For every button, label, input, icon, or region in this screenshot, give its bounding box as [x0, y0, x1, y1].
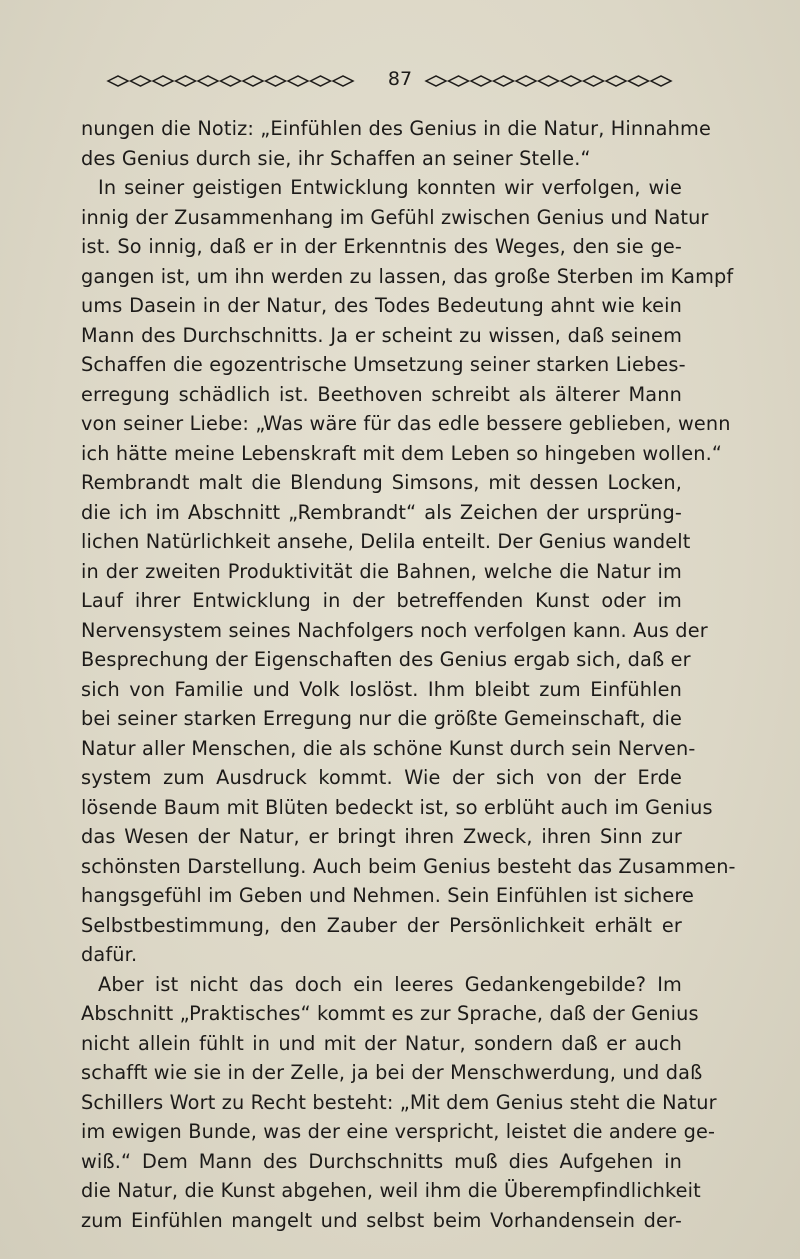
text-line: im ewigen Bunde, was der eine verspricht, leistet die andere ge- [81, 1120, 716, 1143]
text-line: wiß.“ Dem Mann des Durchschnitts muß dies Aufgehen in [81, 1149, 682, 1173]
text-line: Abschnitt „Praktisches“ kommt es zur Sprache, daß der Genius [81, 1002, 699, 1025]
running-header [0, 66, 800, 96]
text-line: die ich im Abschnitt „Rembrandt“ als Zeichen der ursprüng- [81, 500, 682, 524]
page-number: 87 [387, 68, 413, 90]
body-text [81, 114, 736, 1235]
text-line: Aber ist nicht das doch ein leeres Gedankengebilde? Im [98, 972, 682, 996]
text-line: lichen Natürlichkeit ansehe, Delila enteilt. Der Genius wandelt [81, 530, 691, 553]
text-line: Nervensystem seines Nachfolgers noch verfolgen kann. Aus der [81, 618, 708, 642]
text-line: nicht allein fühlt in und mit der Natur, sondern daß er auch [81, 1031, 682, 1055]
text-line: ums Dasein in der Natur, des Todes Bedeutung ahnt wie kein [81, 294, 682, 317]
text-line: dafür. [81, 943, 138, 966]
ornament-left-icon [106, 74, 376, 88]
text-line: erregung schädlich ist. Beethoven schreibt als älterer Mann [81, 382, 682, 406]
text-line: In seiner geistigen Entwicklung konnten wir verfolgen, wie [98, 176, 682, 199]
text-line: ist. So innig, daß er in der Erkenntnis des Weges, den sie ge- [81, 235, 682, 258]
text-line: schönsten Darstellung. Auch beim Genius besteht das Zusammen- [81, 854, 736, 878]
ornament-right-icon [424, 74, 694, 88]
text-line: des Genius durch sie, ihr Schaffen an seiner Stelle.“ [81, 146, 591, 170]
text-line: von seiner Liebe: „Was wäre für das edle bessere geblieben, wenn [81, 412, 731, 435]
text-line: Schaffen die egozentrische Umsetzung seiner starken Liebes- [81, 353, 686, 376]
text-line: gangen ist, um ihn werden zu lassen, das große Sterben im Kampf [81, 264, 734, 288]
text-line: innig der Zusammenhang im Gefühl zwischen Genius und Natur [81, 205, 709, 229]
text-line: nungen die Notiz: „Einfühlen des Genius in die Natur, Hinnahme [81, 117, 711, 140]
text-line: Rembrandt malt die Blendung Simsons, mit dessen Locken, [81, 471, 682, 494]
text-line: lösende Baum mit Blüten bedeckt ist, so erblüht auch im Genius [81, 795, 713, 819]
text-line: Mann des Durchschnitts. Ja er scheint zu wissen, daß seinem [81, 323, 682, 347]
text-line: system zum Ausdruck kommt. Wie der sich von der Erde [81, 766, 682, 789]
text-line: die Natur, die Kunst abgehen, weil ihm die Überempfindlichkeit [81, 1179, 701, 1202]
text-line: hangsgefühl im Geben und Nehmen. Sein Einfühlen ist sichere [81, 884, 695, 907]
text-line: Natur aller Menschen, die als schöne Kunst durch sein Nerven- [81, 736, 696, 760]
text-line: zum Einfühlen mangelt und selbst beim Vorhandensein der- [81, 1208, 682, 1232]
text-line: Lauf ihrer Entwicklung in der betreffenden Kunst oder im [81, 589, 682, 612]
text-line: schafft wie sie in der Zelle, ja bei der Menschwerdung, und daß [81, 1061, 703, 1084]
text-line: Besprechung der Eigenschaften des Genius ergab sich, daß er [81, 648, 691, 671]
text-line: ich hätte meine Lebenskraft mit dem Leben so hingeben wollen.“ [81, 441, 723, 465]
text-line: Selbstbestimmung, den Zauber der Persönlichkeit erhält er [81, 913, 682, 937]
text-line: sich von Familie und Volk loslöst. Ihm bleibt zum Einfühlen [81, 677, 682, 701]
text-line: bei seiner starken Erregung nur die größte Gemeinschaft, die [81, 707, 682, 730]
text-line: in der zweiten Produktivität die Bahnen, welche die Natur im [81, 559, 682, 583]
text-line: Schillers Wort zu Recht besteht: „Mit dem Genius steht die Natur [81, 1090, 717, 1114]
text-line: das Wesen der Natur, er bringt ihren Zweck, ihren Sinn zur [81, 825, 682, 848]
